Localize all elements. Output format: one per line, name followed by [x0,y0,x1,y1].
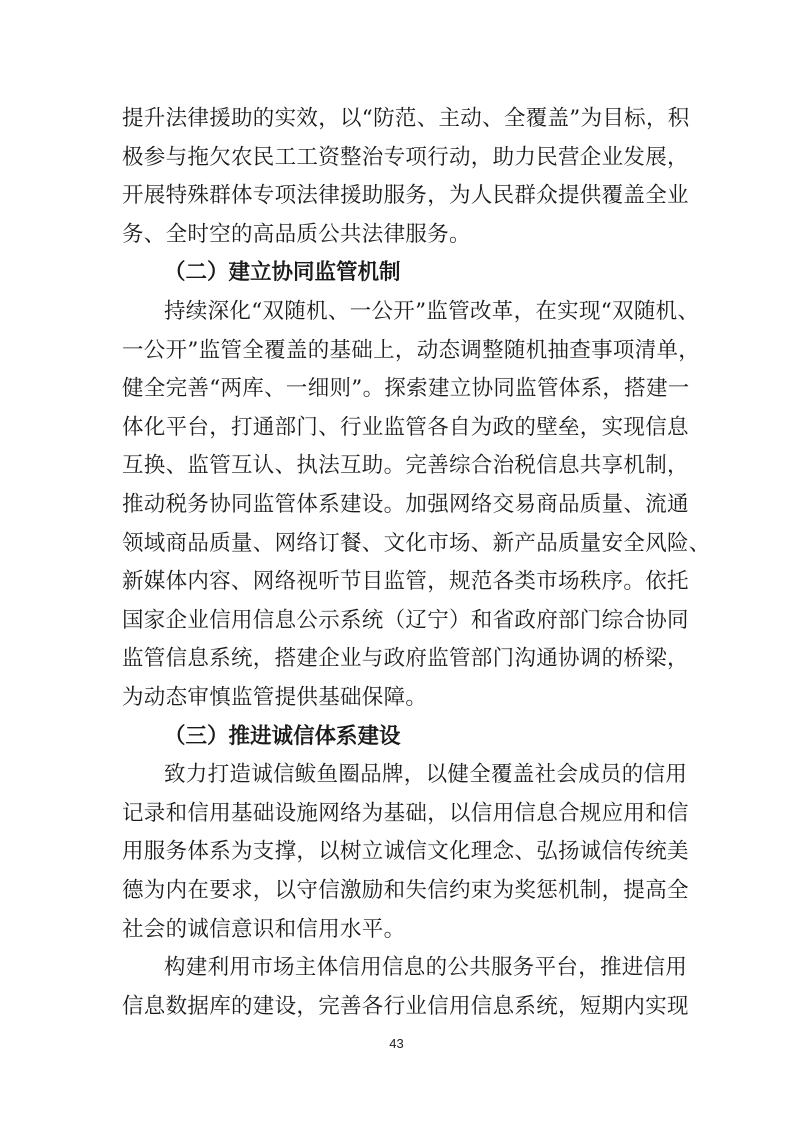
body-line: 开展特殊群体专项法律援助服务，为人民群众提供覆盖全业 [122,183,689,209]
body-line: 一公开”监管全覆盖的基础上，动态调整随机抽查事项清单， [122,337,701,363]
section-heading: （二）建立协同监管机制 [164,260,401,286]
body-line: 推动税务协同监管体系建设。加强网络交易商品质量、流通 [122,492,689,517]
body-line: 构建利用市场主体信用信息的公共服务平台，推进信用 [164,955,688,981]
body-line: 致力打造诚信鲅鱼圈品牌，以健全覆盖社会成员的信用 [164,762,688,788]
body-line: 极参与拖欠农民工工资整治专项行动，助力民营企业发展， [122,144,689,170]
body-line: 信息数据库的建设，完善各行业信用信息系统，短期内实现 [122,993,689,1019]
body-line: 务、全时空的高品质公共法律服务。 [122,221,471,247]
body-line: 监管信息系统，搭建企业与政府监管部门沟通协调的桥梁， [122,646,689,672]
body-line: 德为内在要求，以守信激励和失信约束为奖惩机制，提高全 [122,878,689,903]
body-line: 为动态审慎监管提供基础保障。 [122,685,428,710]
body-line: 国家企业信用信息公示系统（辽宁）和省政府部门综合协同 [122,607,689,633]
body-line: 领域商品质量、网络订餐、文化市场、新产品质量安全风险、 [122,530,711,556]
body-line: 提升法律援助的实效，以“防范、主动、全覆盖”为目标，积 [122,106,690,131]
section-heading: （三）推进诚信体系建设 [164,723,401,749]
body-line: 社会的诚信意识和信用水平。 [122,916,406,942]
body-line: 记录和信用基础设施网络为基础，以信用信息合规应用和信 [122,800,689,826]
body-line: 用服务体系为支撑，以树立诚信文化理念、弘扬诚信传统美 [122,839,689,865]
body-line: 体化平台，打通部门、行业监管各自为政的壁垒，实现信息 [122,414,689,440]
body-line: 新媒体内容、网络视听节目监管，规范各类市场秩序。依托 [122,569,689,595]
body-line: 健全完善“两库、一细则”。探索建立协同监管体系，搭建一 [122,376,690,402]
body-line: 持续深化“双随机、一公开”监管改革，在实现“双随机、 [164,299,700,324]
body-line: 互换、监管互认、执法互助。完善综合治税信息共享机制， [122,453,689,479]
page-number: 43 [389,1036,404,1051]
